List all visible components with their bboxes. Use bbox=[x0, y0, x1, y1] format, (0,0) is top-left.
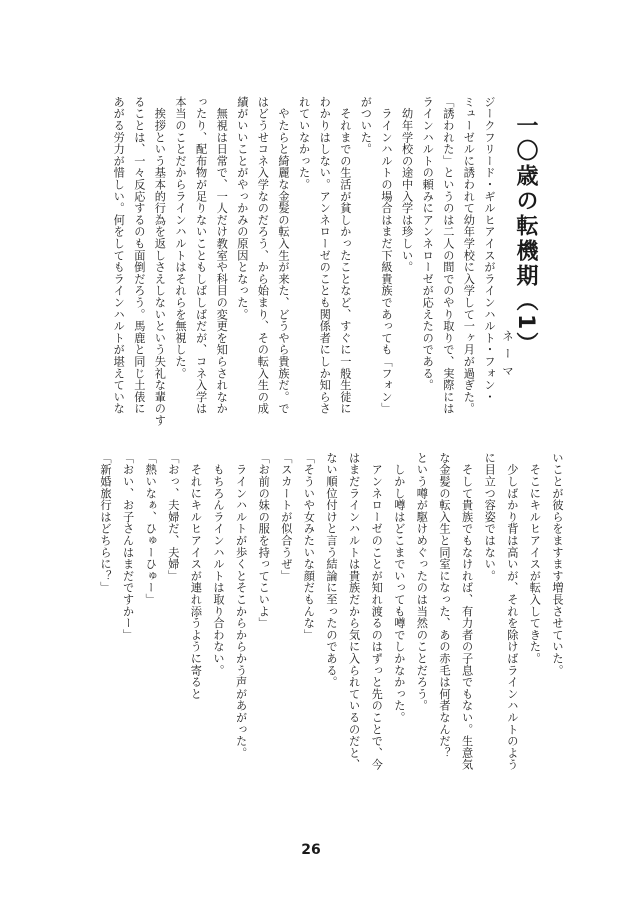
text-line: それまでの生活が貧しかったことなど、すぐに一般生徒に bbox=[338, 96, 352, 415]
text-line: に目立つ容姿ではない。 bbox=[483, 452, 497, 582]
text-line: 「おっ、夫婦だ、夫婦」 bbox=[166, 452, 180, 582]
text-line: あがる労力が惜しい。何をしてもラインハルトが堪えていな bbox=[112, 96, 126, 415]
page-number: 26 bbox=[301, 842, 321, 858]
text-line: な金髪の転入生と同室になった、あの赤毛は何者なんだ？ bbox=[438, 452, 451, 759]
text-line: アンネローゼのことが知れ渡るのはずっと先のことで、今 bbox=[370, 452, 384, 771]
text-line: れていなかった。 bbox=[297, 96, 311, 191]
author-name: ネーマ bbox=[501, 330, 515, 383]
text-line: それにキルヒアイスが連れ添うように寄ると bbox=[189, 452, 203, 700]
text-line: 本当のことだからラインハルトはそれらを無視した。 bbox=[174, 96, 187, 380]
text-line: 挨拶という基本的行為を返しさえしないという失礼な輩のす bbox=[153, 96, 167, 427]
text-line: ミューゼルに誘われて幼年学校に入学して一ヶ月が過ぎた。 bbox=[462, 96, 476, 415]
text-line: 績がいいことがやっかみの原因となった。 bbox=[235, 96, 249, 321]
text-line: 「スカートが似合うぜ」 bbox=[279, 452, 293, 582]
text-line: 「熱いなぁ、ひゅーひゅー」 bbox=[144, 452, 158, 606]
text-line: ったり、配布物が足りないこともしばしばだが、コネ入学は bbox=[194, 96, 208, 415]
text-line: 「誘われた」というのは二人の間でのやり取りで、実際には bbox=[441, 96, 455, 415]
text-line: ラインハルトが歩くとそこからからかう声があがった。 bbox=[234, 452, 248, 759]
text-line: ない順位付けと言う結論に至ったのである。 bbox=[325, 452, 338, 688]
text-line: ラインハルトの頼みにアンネローゼが応えたのである。 bbox=[421, 96, 435, 391]
text-line: そして貴族でもなければ、有力者の子息でもない。生意気 bbox=[460, 452, 474, 771]
text-line: わかりはしない。アンネローゼのことも関係者にしか知らさ bbox=[318, 96, 332, 415]
text-line: ることは、一々反応するのも面倒だろう。馬鹿と同じ土俵に bbox=[132, 96, 146, 415]
text-line: ジークフリード・ギルヒアイスがラインハルト・フォン・ bbox=[483, 96, 496, 403]
text-line: 無視は日常で、一人だけ教室や科目の変更を知らされなか bbox=[215, 96, 229, 415]
text-line: いことが彼らをますます増長させていた。 bbox=[551, 452, 564, 677]
text-line: 幼年学校の途中入学は珍しい。 bbox=[400, 96, 414, 273]
text-line: 少しばかり背は高いが、それを除けばラインハルトのよう bbox=[505, 452, 519, 771]
text-line: という噂が駆けめぐったのは当然のことだろう。 bbox=[415, 452, 429, 712]
text-line: がついた。 bbox=[359, 96, 373, 155]
chapter-title: 一〇歳の転機期（1） bbox=[513, 114, 538, 358]
text-line: 「そういや女みたいな顔だもんな」 bbox=[302, 452, 316, 641]
text-line: 「新婚旅行はどちらに？」 bbox=[99, 452, 112, 594]
text-line: 「お前の妹の服を持ってこいよ」 bbox=[257, 452, 271, 629]
text-line: はどうせコネ入学なのだろう、から始まり、その転入生の成 bbox=[256, 96, 270, 415]
text-line: はまだラインハルトは貴族だから気に入られているのだと、 bbox=[347, 452, 361, 771]
text-line: そこにキルヒアイスが転入してきた。 bbox=[528, 452, 542, 665]
text-line: やたらと綺麗な金髪の転入生が来た、どうやら貴族だ。で bbox=[277, 96, 290, 415]
text-line: ラインハルトの場合はまだ下級貴族であっても「フォン」 bbox=[380, 96, 393, 415]
text-line: 「おい、お子さんはまだですかー」 bbox=[121, 452, 135, 641]
text-line: もちろんラインハルトは取り合わない。 bbox=[212, 452, 225, 677]
text-line: しかし噂はどこまでいっても噂でしかなかった。 bbox=[392, 452, 406, 724]
